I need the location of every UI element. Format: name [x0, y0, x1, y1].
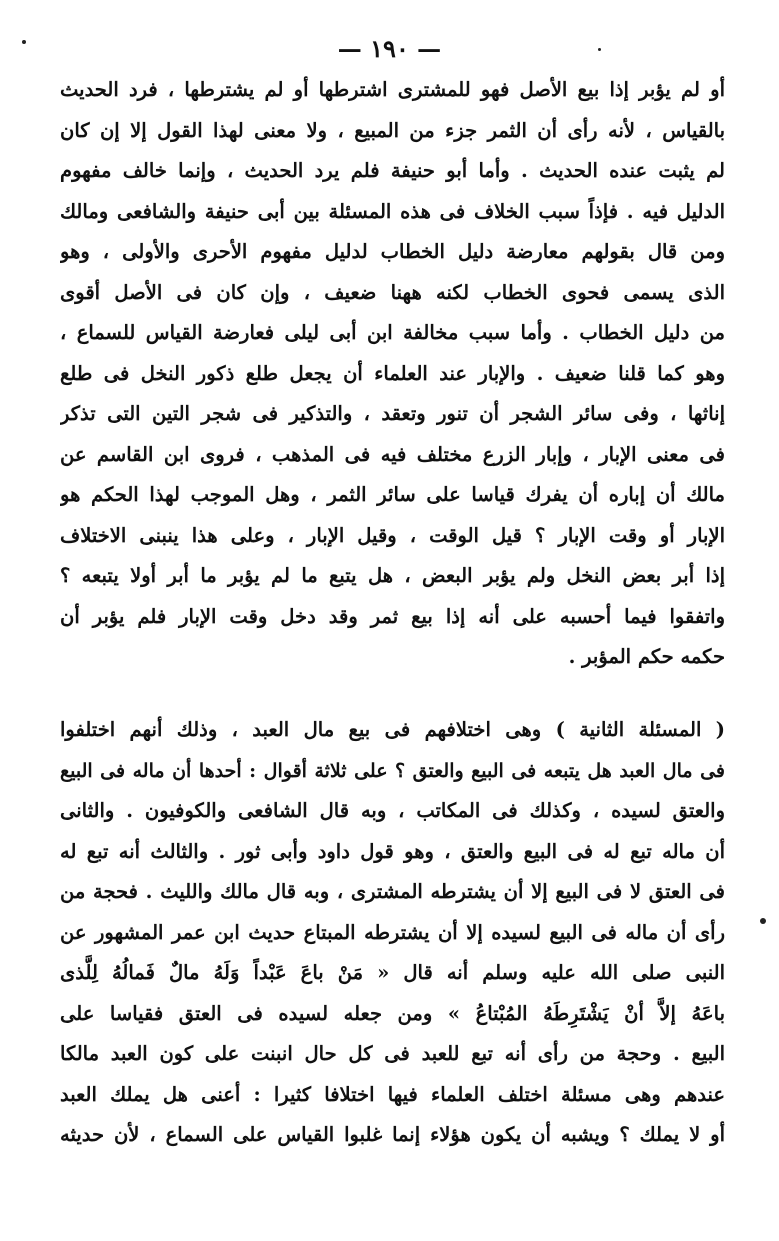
- text-line: فى معنى الإبار ، وإبار الزرع مختلف فيه فى المذهب ، فروى ابن القاسم عن: [60, 442, 725, 466]
- paragraph-1: [60, 70, 725, 678]
- text-line: فى مال العبد هل يتبعه فى البيع والعتق ؟ على ثلاثة أقوال : أحدها أن ماله فى البيع: [60, 759, 725, 782]
- text-line: وهو كما قلنا ضعيف . والإبار عند العلماء أن يجعل طلع ذكور النخل فى طلع: [60, 361, 725, 385]
- text-line: باعَهُ إلاَّ أنْ يَشْتَرِطَهُ المُبْتاعُ » ومن جعله لسيده فى العتق فقياسا على: [60, 1001, 725, 1025]
- text-line: الذى يسمى فحوى الخطاب لكنه ههنا ضعيف ، وإن كان فى الأصل أقوى: [60, 280, 725, 304]
- text-line: النبى صلى الله عليه وسلم أنه قال « مَنْ باعَ عَبْداً وَلَهُ مالٌ فَمالُهُ لِلَّذى: [60, 961, 725, 984]
- text-line: من دليل الخطاب . وأما سبب مخالفة ابن أبى ليلى فعارضة القياس للسماع ،: [60, 321, 725, 344]
- text-line: ومن قال بقولهم معارضة دليل الخطاب لدليل مفهوم الأحرى والأولى ، وهو: [60, 240, 725, 263]
- text-line: حكمه حكم المؤبر .: [568, 645, 725, 668]
- paragraph-2: [60, 710, 725, 1156]
- text-line: رأى أن ماله فى البيع لسيده إلا أن يشترطه المبتاع حديث ابن عمر المشهور عن: [60, 920, 725, 944]
- text-line: الدليل فيه . فإذاً سبب الخلاف فى هذه المسئلة بين أبى حنيفة والشافعى ومالك: [60, 199, 725, 223]
- scan-speck: [598, 48, 601, 51]
- text-line: إناثها ، وفى سائر الشجر أن تنور وتعقد ، والتذكير فى شجر التين التى تذكر: [60, 402, 725, 425]
- text-line: واتفقوا فيما أحسبه على أنه إذا بيع ثمر وقد دخل وقت الإبار فلم يؤبر أن: [60, 604, 725, 628]
- text-line: لم يثبت عنده الحديث . وأما أبو حنيفة فلم يرد الحديث ، وإنما خالف مفهوم: [60, 159, 725, 182]
- text-line: أو لم يؤبر إذا بيع الأصل فهو للمشترى اشترطها أو لم يشترطها ، فرد الحديث: [60, 78, 725, 101]
- text-line: الإبار أو وقت الإبار ؟ قيل الوقت ، وقيل الإبار ، وعلى هذا ينبنى الاختلاف: [60, 523, 725, 547]
- text-line: ( المسئلة الثانية ) وهى اختلافهم فى بيع مال العبد ، وذلك أنهم اختلفوا: [60, 718, 725, 741]
- text-line: والعتق لسيده ، وكذلك فى المكاتب ، وبه قال الشافعى والكوفيون . والثانى: [60, 799, 725, 822]
- scan-speck: [760, 918, 766, 924]
- text-line: أن ماله تبع له فى البيع والعتق ، وهو قول داود وأبى ثور . والثالث أنه تبع له: [60, 839, 725, 863]
- scan-speck: [22, 40, 26, 44]
- text-line: إذا أبر بعض النخل ولم يؤبر البعض ، هل يتبع ما لم يؤبر ما أبر أولا يتبعه ؟: [60, 564, 725, 587]
- page-number: — ١٩٠ —: [337, 34, 442, 63]
- text-line: مالك أن إباره أن يفرك قياسا على سائر الثمر ، وهل الموجب لهذا الحكم هو: [60, 483, 725, 506]
- text-line: بالقياس ، لأنه رأى أن الثمر جزء من المبيع ، ولا معنى لهذا القول إلا إن كان: [60, 118, 725, 142]
- text-line: أو لا يملك ؟ ويشبه أن يكون هؤلاء إنما غلبوا القياس على السماع ، لأن حديثه: [60, 1123, 725, 1146]
- text-line: فى العتق لا فى البيع إلا أن يشترطه المشترى ، وبه قال مالك والليث . فحجة من: [60, 880, 725, 903]
- text-line: البيع . وحجة من رأى أنه تبع للعبد فى كل حال انبنت على كون العبد مالكا: [60, 1042, 725, 1065]
- text-line: عندهم وهى مسئلة اختلف العلماء فيها اختلافا كثيرا : أعنى هل يملك العبد: [60, 1082, 725, 1106]
